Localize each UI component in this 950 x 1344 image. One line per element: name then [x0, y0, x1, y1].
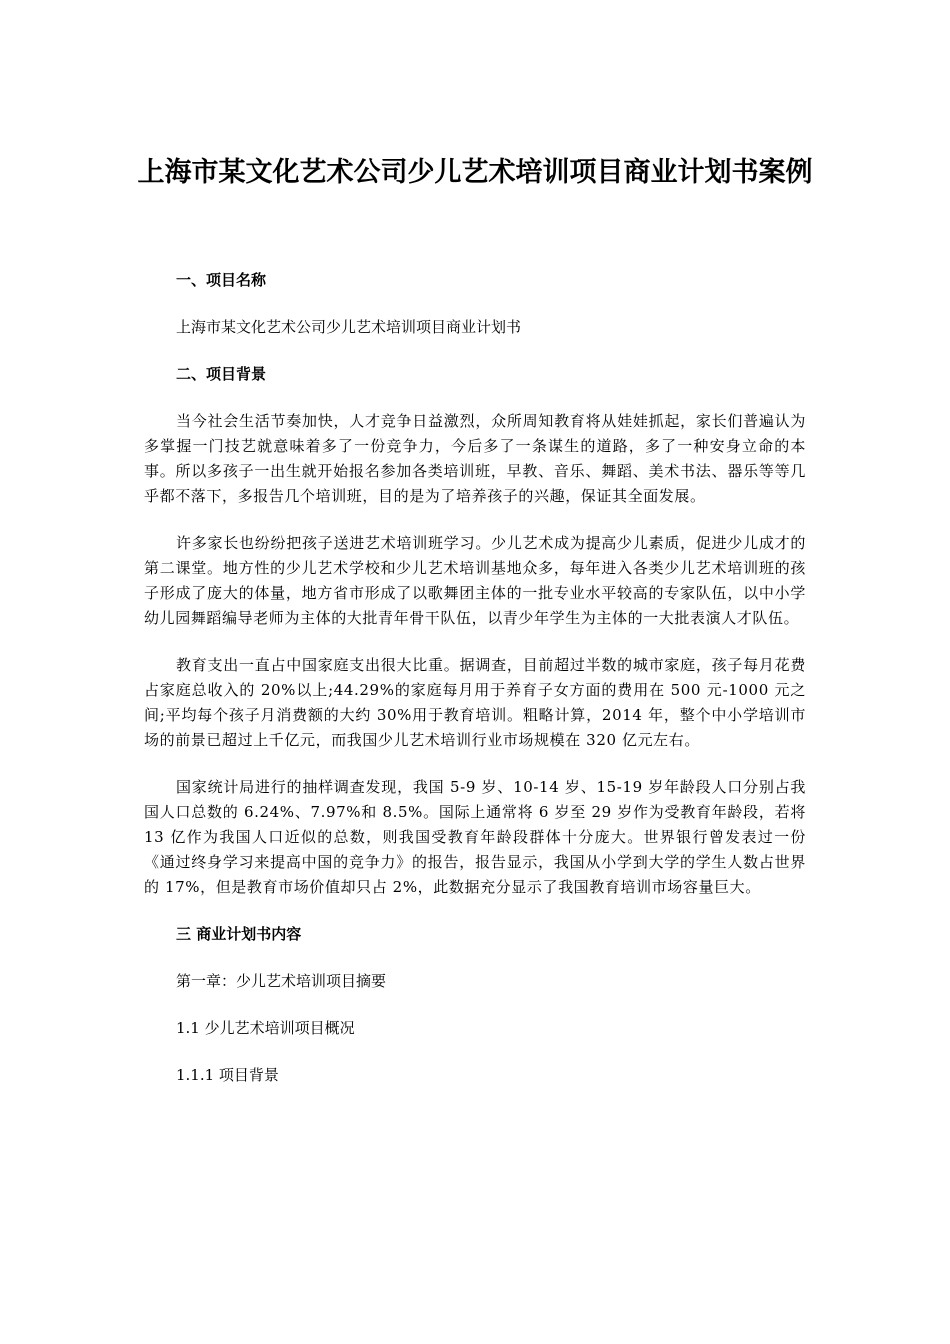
document-title: 上海市某文化艺术公司少儿艺术培训项目商业计划书案例	[137, 157, 813, 188]
section-heading-plan-contents: 三 商业计划书内容	[176, 925, 302, 943]
section-heading-project-name: 一、项目名称	[176, 271, 267, 289]
subsubsection-heading: 1.1.1 项目背景	[176, 1066, 279, 1084]
body-paragraph: 当今社会生活节奏加快，人才竞争日益激烈，众所周知教育将从娃娃抓起，家长们普遍认为多掌握一门技艺就意味着多了一份竞争力，今后多了一条谋生的道路，多了一种安身立命的本事。所以多孩子一出生就开始报名参加各类培训班，早教、音乐、舞蹈、美术书法、器乐等等几乎都不落下，多报告几个培训班，目的是为了培养孩子的兴趣，保证其全面发展。	[144, 412, 806, 505]
body-paragraph: 国家统计局进行的抽样调查发现，我国 5-9 岁、10-14 岁、15-19 岁年龄段人口分别占我国人口总数的 6.24%、7.97%和 8.5%。国际上通常将 6 岁至 29 岁作为受教育年龄段，若将 13 亿作为我国人口近似的总数，则我国受教育年龄段群体十分庞大。世界银行曾发表过一份《通过终身学习来提高中国的竞争力》的报告，报告显示，我国从小学到大学的学生人数占世界的 17%，但是教育市场价值却只占 2%，此数据充分显示了我国教育培训市场容量巨大。	[144, 778, 806, 896]
document-body	[144, 268, 806, 1088]
project-name-text: 上海市某文化艺术公司少儿艺术培训项目商业计划书	[176, 318, 522, 336]
chapter-heading: 第一章：少儿艺术培训项目摘要	[176, 972, 387, 990]
section-heading-background: 二、项目背景	[176, 365, 267, 383]
body-paragraph: 教育支出一直占中国家庭支出很大比重。据调查，目前超过半数的城市家庭，孩子每月花费占家庭总收入的 20%以上;44.29%的家庭每月用于养育子女方面的费用在 500 元-1000 元之间;平均每个孩子月消费额的大约 30%用于教育培训。粗略计算，2014 年，整个中小学培训市场的前景已超过上千亿元，而我国少儿艺术培训行业市场规模在 320 亿元左右。	[144, 656, 806, 749]
subsection-heading: 1.1 少儿艺术培训项目概况	[176, 1019, 355, 1037]
body-paragraph: 许多家长也纷纷把孩子送进艺术培训班学习。少儿艺术成为提高少儿素质，促进少儿成才的第二课堂。地方性的少儿艺术学校和少儿艺术培训基地众多，每年进入各类少儿艺术培训班的孩子形成了庞大的体量，地方省市形成了以歌舞团主体的一批专业水平较高的专家队伍，以中小学幼儿园舞蹈编导老师为主体的大批青年骨干队伍，以青少年学生为主体的一大批表演人才队伍。	[144, 534, 806, 627]
